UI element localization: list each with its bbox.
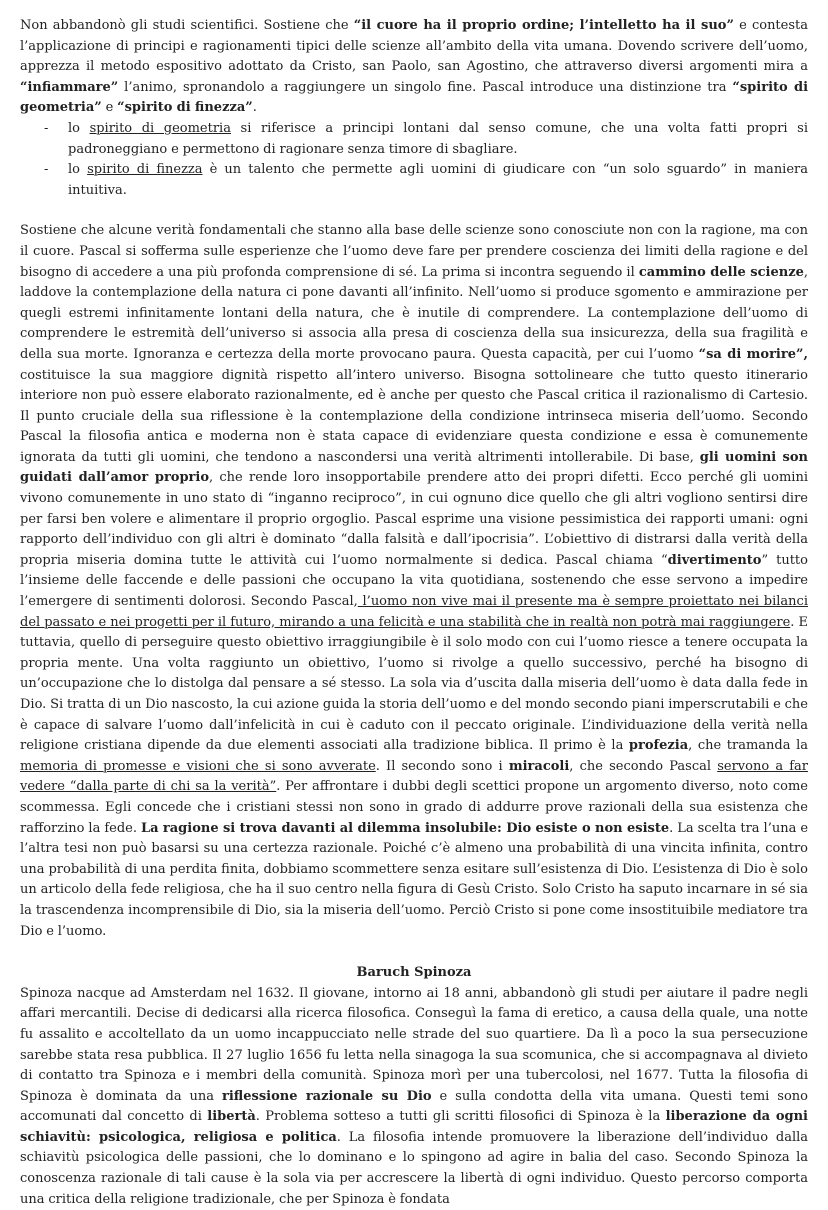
bold-text-run: “spirito di finezza” [117,100,253,116]
text-run: , che tramanda la [688,738,808,754]
pascal-intro-paragraph [20,16,808,119]
underlined-text-run: memoria di promesse e visioni che si sono avverate [20,758,376,774]
bold-text-run: “il cuore ha il proprio ordine; l’intelletto ha il suo” [353,18,734,33]
section-heading-spinoza: Baruch Spinoza [356,965,472,981]
bold-text-run: “infiammare” [20,79,119,95]
bold-text-run: libertà [207,1109,256,1125]
bold-text-run: miracoli [508,758,570,774]
text-run: Spinoza nacque ad Amsterdam nel 1632. Il giovane, intorno ai 18 anni, abbandonò gli studi per aiutare il padre negli affari mercantili. Decise di dedicarsi alla ricerca filosofica. Conseguì la fama di eretico, a causa della quale, una notte fu assalito e accoltellato da un uomo incappucciato nelle strade del suo quartiere. Da lì a poco la sua persecuzione sarebbe stata resa pubblica. Il 27 luglio 1656 fu letta nella sinagoga la sua scomunica, che si accompagnava al divieto di contatto tra Spinoza e i membri della comunità. Spinoza morì per una tubercolosi, nel 1677. Tutta la filosofia di Spinoza è dominata da una [20,985,808,1104]
text-run: costituisce la sua maggiore dignità rispetto all’intero universo. Bisogna sottolineare che tutto questo itinerario interiore non può essere elaborato razionalmente, ed è anche per questo che Pascal critica il razionalismo di Cartesio. Il punto cruciale della sua riflessione è la contemplazione della condizione intrinseca miseria dell’uomo. Secondo Pascal la filosofia antica e moderna non è stata capace di evidenziare questa condizione e essa è comunemente ignorata da tutti gli uomini, che tendono a nascondersi una verità altrimenti intollerabile. Di base, [20,367,808,465]
text-run: . La scelta tra l’una e l’altra tesi non può basarsi su una certezza razionale. Poiché c’è almeno una probabilità di una vincita infinita, contro una probabilità di una perdita finita, dobbiamo scommettere senza esitare sull’esistenza di Dio. L’esistenza di Dio è solo un articolo della fede religiosa, che ha il suo centro nella figura di Gesù Cristo. Solo Cristo ha saputo incarnare in sé sia la trascendenza incomprensibile di Dio, sia la miseria dell’uomo. Perciò Cristo si pone come insostituibile mediatore tra Dio e l’uomo. [20,820,809,939]
text-run: e sulla condotta della vita umana. Questi temi sono accomunati dal concetto di [20,1088,808,1125]
text-run: e contesta l’applicazione di principi e ragionamenti tipici delle scienze all’ambito della vita umana. Dovendo scrivere dell’uomo, apprezza il metodo espositivo adottato da Cristo, san Paolo, san Agostino, che attraverso diversi argomenti mira a [20,18,809,75]
bold-text-run: divertimento [667,552,762,568]
document-content [20,16,808,1210]
underlined-text-run: spirito di finezza [87,162,203,178]
list-item-finezza [20,160,808,201]
text-run: . Il secondo sono i [375,758,509,774]
bold-text-run: cammino delle scienze [638,264,804,280]
text-run: Non abbandonò gli studi scientifici. Sostiene che [20,18,354,33]
bold-text-run: profezia [628,738,689,754]
text-run: . E tuttavia, quello di perseguire questo obiettivo irraggiungibile è il solo modo con cui l’uomo riesce a tenere occupata la propria mente. Una volta raggiunto un obiettivo, l’uomo si rivolge a quello successivo, perché ha bisogno di un’occupazione che lo distolga dal pensare a sé stesso. La sola via d’uscita dalla miseria dell’uomo è data dalla fede in Dio. Si tratta di un Dio nascosto, la cui azione guida la storia dell’uomo e del mondo secondo piani imperscrutabili e che è capace di salvare l’uomo dall’infelicità in cui è caduto con il peccato originale. L’individuazione della verità nella religione cristiana dipende da due elementi associati alla tradizione biblica. Il primo è la [20,614,808,754]
list-item-geometria [20,119,808,160]
underlined-text-run: spirito di geometria [89,120,231,136]
bold-text-run: liberazione da ogni schiavitù: psicologica, religiosa e politica [20,1109,808,1145]
text-run: . La filosofia intende promuovere la liberazione dell’individuo dalla schiavitù psicologica delle passioni, che lo dominano e lo spingono ad agire in balia del caso. Secondo Spinoza la conoscenza razionale di tali cause è la sola via per accrescere la libertà di ogni individuo. Questo percorso comporta una critica della religione tradizionale, che per Spinoza è fondata [20,1129,809,1207]
pascal-body-paragraph [20,221,808,942]
underlined-text-run: l’uomo non vive mai il presente ma è sempre proiettato nei bilanci del passato e nei progetti per il futuro, mirando a una felicità e una stabilità che in realtà non potrà mai raggiungere [20,594,808,630]
bold-text-run: “sa di morire”, [698,346,808,362]
list-item-text [68,162,808,198]
underlined-text-run: servono a far vedere “dalla parte di chi sa la verità” [20,758,809,795]
text-run: ” tutto l’insieme delle faccende e delle passioni che occupano la vita quotidiana, sostenendo che esse servono a impedire l’emergere di sentimenti dolorosi. Secondo Pascal, [20,552,808,610]
text-run: . Per affrontare i dubbi degli scettici propone un argomento diverso, noto come scommessa. Egli concede che i cristiani stessi non sono in grado di addurre prove razionali della sua esistenza che rafforzino la fede. [20,779,808,836]
text-run: l’animo, spronandolo a raggiungere un singolo fine. Pascal introduce una distinzione tra [118,79,733,95]
paragraph-spacer [20,201,808,221]
list-dash: - [44,162,49,178]
text-run: lo [68,162,88,178]
text-run: e [101,100,118,116]
text-run: lo [68,120,90,136]
text-run: si riferisce a principi lontani dal senso comune, che una volta fatti propri si padroneggiano e permettono di ragionare senza timore di sbagliare. [68,120,808,157]
spinoza-body-paragraph [20,984,808,1210]
text-run: è un talento che permette agli uomini di giudicare con “un solo sguardo” in maniera intuitiva. [68,162,809,198]
bold-text-run: La ragione si trova davanti al dilemma insolubile: Dio esiste o non esiste [140,820,670,836]
pascal-spirit-list [20,119,808,201]
section-spacer [20,942,808,963]
list-dash: - [44,120,49,136]
list-item-text [68,121,808,157]
bold-text-run: “spirito di geometria” [20,79,809,116]
bold-text-run: gli uomini son guidati dall’amor proprio [20,449,808,486]
text-run: , laddove la contemplazione della natura ci pone davanti all’infinito. Nell’uomo si produce sgomento e ammirazione per quegli estremi infinitamente lontani della natura, che è inutile di comprendere. La contemplazione dell’uomo di comprendere le estremità dell’universo si associa alla presa di coscienza della sua insicurezza, della sua fragilità e della sua morte. Ignoranza e certezza della morte provocano paura. Questa capacità, per cui l’uomo [20,264,808,362]
text-run: Sostiene che alcune verità fondamentali che stanno alla base delle scienze sono conosciute non con la ragione, ma con il cuore. Pascal si sofferma sulle esperienze che l’uomo deve fare per prendere coscienza dei limiti della ragione e del bisogno di accedere a una più profonda comprensione di sé. La prima si incontra seguendo il [20,223,808,280]
text-run: , che secondo Pascal [569,758,718,774]
text-run: . [252,100,257,116]
text-run: . Problema sotteso a tutti gli scritti filosofici di Spinoza è la [255,1109,666,1125]
bold-text-run: riflessione razionale su Dio [222,1088,432,1104]
text-run: , che rende loro insopportabile prendere atto dei propri difetti. Ecco perché gli uomini vivono comunemente in uno stato di “inganno reciproco”, in cui ognuno dice quello che gli altri vogliono sentirsi dire per farsi ben volere e alimentare il proprio orgoglio. Pascal esprime una visione pessimistica dei rapporti umani: ogni rapporto dell’individuo con gli altri è dominato “dalla falsità e dall’ipocrisia”. L’obiettivo di distrarsi dalla verità della propria miseria domina tutte le attività cui l’uomo normalmente si dedica. Pascal chiama “ [20,470,808,568]
